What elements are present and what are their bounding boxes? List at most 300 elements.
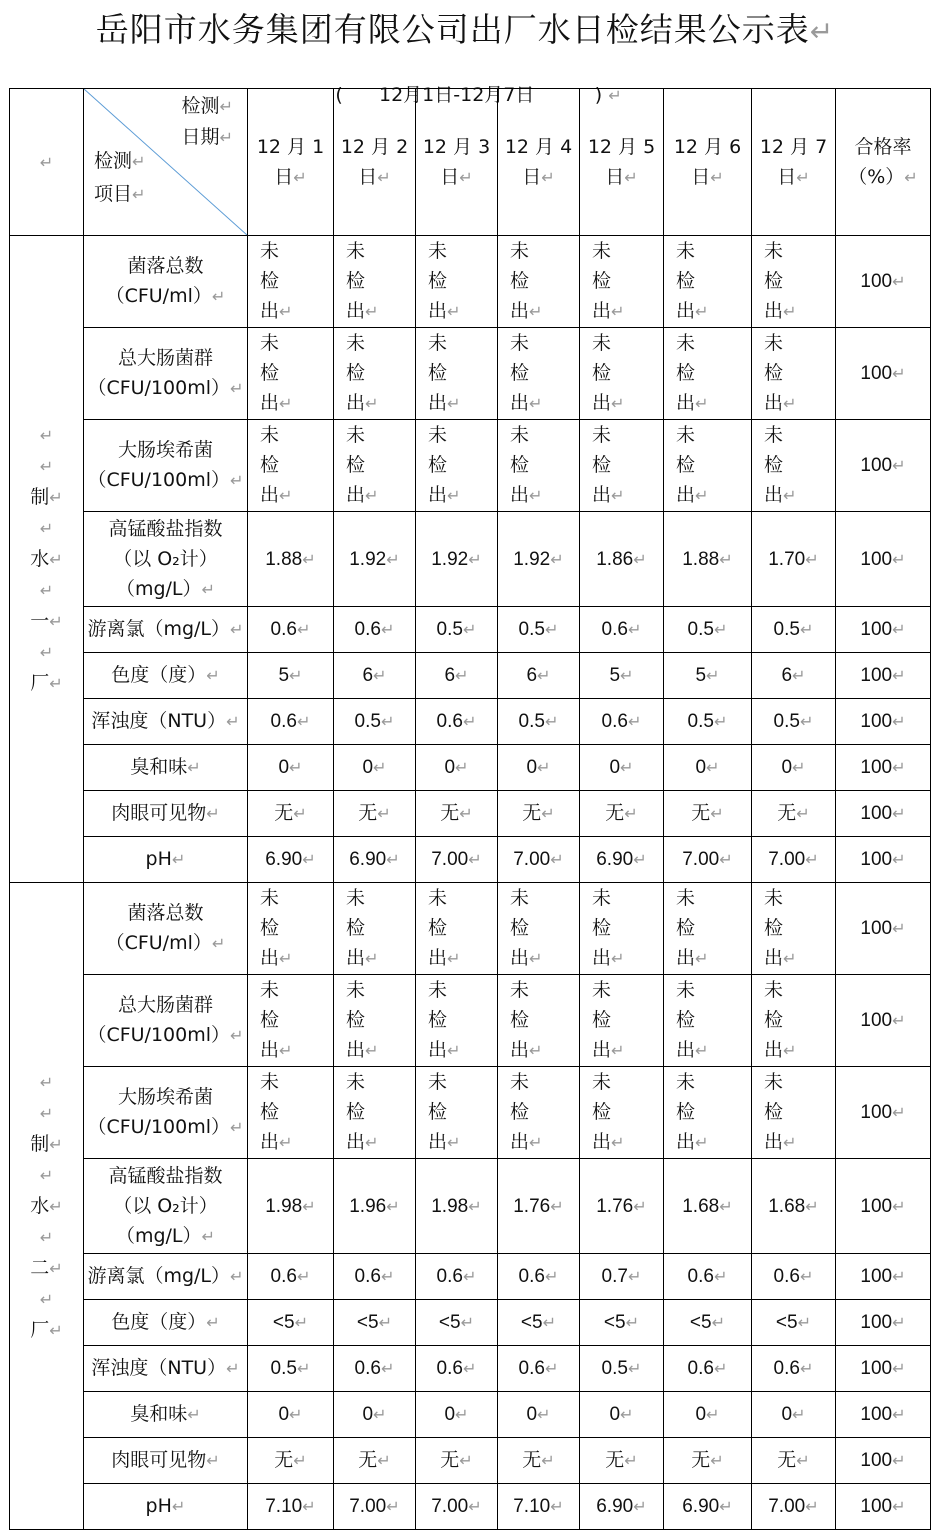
value-text: 未检 出↵ (592, 424, 625, 506)
rate-value: 100 (860, 1358, 893, 1379)
paragraph-mark-icon: ↵ (447, 1133, 461, 1152)
paragraph-mark-icon: ↵ (49, 487, 63, 507)
value-cell (334, 1300, 416, 1346)
rate-cell (836, 607, 931, 653)
not-detected-text (334, 420, 415, 511)
value-text: 0 (526, 757, 538, 778)
not-detected-text (752, 328, 835, 419)
value-text: 1.68 (768, 1195, 806, 1217)
value-text: 无 (777, 1450, 797, 1471)
paragraph-mark-icon: ↵ (39, 152, 54, 172)
paragraph-mark-icon: ↵ (455, 1405, 469, 1424)
value-text: 未检 出↵ (764, 424, 797, 506)
table-row (10, 1346, 931, 1392)
item-label-text: （CFU/ml） (105, 285, 212, 307)
value-cell (416, 607, 498, 653)
value-cell (580, 1346, 664, 1392)
value-text: 0 (278, 1404, 290, 1425)
paragraph-mark-icon: ↵ (904, 167, 918, 187)
value-text: 未检 出↵ (510, 240, 543, 322)
value-cell (416, 653, 498, 699)
value-text: 0 (278, 757, 290, 778)
value-cell (498, 328, 580, 420)
value-cell (498, 1346, 580, 1392)
table-row (10, 420, 931, 512)
not-detected-text (248, 1067, 333, 1158)
rate-cell (836, 699, 931, 745)
paragraph-mark-icon: ↵ (39, 1165, 54, 1185)
item-name-cell (84, 1159, 248, 1254)
value-text: 未检 出↵ (260, 240, 293, 322)
item-label-text: 高锰酸盐指数 (108, 1164, 223, 1187)
date-label: 12 月 6 (673, 135, 742, 158)
value-text: 无 (605, 1450, 625, 1471)
paragraph-mark-icon: ↵ (796, 1451, 810, 1470)
value-cell (498, 1484, 580, 1530)
paragraph-mark-icon: ↵ (627, 1267, 642, 1286)
value-text: 1.92 (513, 548, 551, 570)
not-detected-text (416, 420, 497, 511)
paragraph-mark-icon: ↵ (386, 1196, 400, 1216)
value-cell (334, 328, 416, 420)
paragraph-mark-icon: ↵ (279, 949, 293, 968)
paragraph-mark-icon: ↵ (892, 919, 906, 938)
not-detected-text (580, 883, 663, 974)
value-text: 6 (781, 665, 793, 686)
value-text: 7.00 (682, 849, 720, 870)
value-text: 0 (526, 1404, 538, 1425)
value-text: <5 (520, 1312, 543, 1333)
value-text: 6.90 (596, 849, 634, 870)
value-text: 6 (444, 665, 456, 686)
value-cell (664, 328, 752, 420)
paragraph-mark-icon: ↵ (809, 15, 835, 48)
item-name-cell (84, 607, 248, 653)
paragraph-mark-icon: ↵ (365, 486, 379, 505)
rate-cell (836, 791, 931, 837)
not-detected-text (498, 883, 579, 974)
value-cell (580, 883, 664, 975)
value-cell (334, 1159, 416, 1254)
table-row (10, 975, 931, 1067)
paragraph-mark-icon: ↵ (695, 302, 709, 321)
paragraph-mark-icon: ↵ (39, 642, 54, 662)
rate-cell (836, 1067, 931, 1159)
value-text: 0.5 (687, 619, 714, 640)
date-label: 12 月 7 (759, 135, 828, 158)
date-label: 日 (440, 165, 460, 188)
value-cell (752, 1438, 836, 1484)
rate-label: 合格率 (854, 135, 912, 158)
paragraph-mark-icon: ↵ (719, 1497, 733, 1516)
paragraph-mark-icon: ↵ (226, 1359, 240, 1378)
value-cell (248, 512, 334, 607)
paragraph-mark-icon: ↵ (462, 1359, 477, 1378)
paragraph-mark-icon: ↵ (211, 934, 226, 953)
value-text: 6.90 (682, 1496, 720, 1517)
not-detected-text (580, 328, 663, 419)
value-cell (498, 1392, 580, 1438)
paragraph-mark-icon: ↵ (230, 620, 244, 639)
value-text: 未检 出↵ (346, 240, 379, 322)
item-label-text: 大肠埃希菌 (117, 1086, 213, 1108)
paragraph-mark-icon: ↵ (537, 666, 551, 685)
value-text: 未检 出↵ (592, 979, 625, 1061)
value-text: 未检 出↵ (764, 887, 797, 969)
item-label-text: （以 O₂计） (113, 1194, 218, 1217)
value-text: 未检 出↵ (764, 332, 797, 414)
value-text: 无 (691, 803, 711, 824)
value-cell (498, 1254, 580, 1300)
value-cell (580, 1159, 664, 1254)
paragraph-mark-icon: ↵ (171, 1497, 186, 1516)
value-cell (416, 837, 498, 883)
value-cell (498, 791, 580, 837)
value-cell (664, 883, 752, 975)
value-cell (752, 1254, 836, 1300)
paragraph-mark-icon: ↵ (695, 394, 709, 413)
value-text: 1.76 (513, 1195, 551, 1217)
paragraph-mark-icon: ↵ (892, 1451, 906, 1470)
value-text: 0.6 (354, 619, 381, 640)
paragraph-mark-icon: ↵ (544, 1267, 559, 1286)
rate-cell (836, 420, 931, 512)
value-text: 6 (362, 665, 374, 686)
value-cell (664, 699, 752, 745)
table-row (10, 607, 931, 653)
value-cell (334, 1346, 416, 1392)
value-cell (334, 512, 416, 607)
value-cell (334, 1438, 416, 1484)
paragraph-mark-icon: ↵ (206, 666, 220, 685)
paragraph-mark-icon: ↵ (892, 712, 906, 731)
value-cell (248, 837, 334, 883)
value-text: 未检 出↵ (260, 979, 293, 1061)
value-text: 1.96 (349, 1195, 387, 1217)
paragraph-mark-icon: ↵ (386, 1497, 400, 1516)
paragraph-mark-icon: ↵ (459, 1451, 473, 1470)
paragraph-mark-icon: ↵ (289, 1405, 303, 1424)
value-text: <5 (438, 1312, 461, 1333)
paragraph-mark-icon: ↵ (230, 1026, 244, 1045)
value-cell (248, 1300, 334, 1346)
value-text: 1.92 (349, 548, 387, 570)
paragraph-mark-icon: ↵ (799, 620, 814, 639)
value-text: 未检 出↵ (764, 240, 797, 322)
value-cell (752, 420, 836, 512)
value-text: 7.00 (431, 849, 469, 870)
date-label: 12 月 2 (340, 135, 409, 158)
paragraph-mark-icon: ↵ (49, 1134, 63, 1154)
paragraph-mark-icon: ↵ (447, 1041, 461, 1060)
value-text: 未检 出↵ (346, 887, 379, 969)
table-row (10, 1300, 931, 1346)
item-label-text: 游离氯（mg/L） (87, 1265, 231, 1287)
value-text: 未检 出↵ (764, 1071, 797, 1153)
paragraph-mark-icon: ↵ (892, 850, 906, 869)
not-detected-text (334, 883, 415, 974)
value-cell (752, 1159, 836, 1254)
value-cell (664, 1300, 752, 1346)
value-cell (416, 512, 498, 607)
value-cell (752, 1392, 836, 1438)
value-cell (498, 883, 580, 975)
date-header-cell (498, 89, 580, 236)
value-text: 7.00 (513, 849, 551, 870)
corner-label-text: 检测 (181, 95, 220, 117)
item-name-cell (84, 512, 248, 607)
paragraph-mark-icon: ↵ (719, 549, 733, 569)
value-text: 未检 出↵ (676, 424, 709, 506)
paragraph-mark-icon: ↵ (797, 1313, 812, 1332)
paragraph-mark-icon: ↵ (892, 1103, 906, 1122)
paragraph-mark-icon: ↵ (627, 1359, 642, 1378)
rate-cell (836, 975, 931, 1067)
value-cell (752, 791, 836, 837)
item-label-text: 浑浊度（NTU） (91, 710, 227, 732)
paragraph-mark-icon: ↵ (296, 712, 311, 731)
value-cell (498, 512, 580, 607)
paragraph-mark-icon: ↵ (386, 549, 400, 569)
table-row (10, 883, 931, 975)
paragraph-mark-icon: ↵ (713, 1359, 728, 1378)
value-cell (334, 699, 416, 745)
value-text: 0 (781, 1404, 793, 1425)
header-row (10, 89, 931, 236)
item-label-text: 游离氯（mg/L） (87, 618, 231, 640)
value-cell (664, 653, 752, 699)
paragraph-mark-icon: ↵ (365, 394, 379, 413)
paragraph-mark-icon: ↵ (279, 1041, 293, 1060)
table-row (10, 1067, 931, 1159)
value-text: 0.5 (518, 711, 545, 732)
paragraph-mark-icon: ↵ (49, 1258, 63, 1278)
paragraph-mark-icon: ↵ (529, 394, 543, 413)
value-text: 0.6 (601, 619, 628, 640)
paragraph-mark-icon: ↵ (468, 1497, 482, 1516)
value-cell (664, 745, 752, 791)
value-cell (580, 236, 664, 328)
rate-value: 100 (860, 1496, 893, 1517)
paragraph-mark-icon: ↵ (293, 804, 307, 823)
not-detected-text (498, 420, 579, 511)
value-cell (416, 883, 498, 975)
rate-value: 100 (860, 455, 893, 476)
value-text: <5 (356, 1312, 379, 1333)
table-row (10, 328, 931, 420)
paragraph-mark-icon: ↵ (447, 486, 461, 505)
paragraph-mark-icon: ↵ (624, 167, 638, 187)
item-label-text: （CFU/100ml） (87, 469, 231, 491)
value-cell (752, 328, 836, 420)
rate-cell (836, 1346, 931, 1392)
value-text: 未检 出↵ (428, 424, 461, 506)
paragraph-mark-icon: ↵ (468, 549, 482, 569)
paragraph-mark-icon: ↵ (279, 486, 293, 505)
paragraph-mark-icon: ↵ (611, 1133, 625, 1152)
date-header-cell (580, 89, 664, 236)
value-cell (752, 699, 836, 745)
not-detected-text (416, 975, 497, 1066)
paragraph-mark-icon: ↵ (799, 1267, 814, 1286)
value-cell (664, 607, 752, 653)
item-label-text: （mg/L） (115, 1224, 202, 1247)
value-cell (580, 837, 664, 883)
value-text: 0 (695, 757, 707, 778)
value-text: 0 (781, 757, 793, 778)
not-detected-text (664, 328, 751, 419)
not-detected-text (498, 328, 579, 419)
value-cell (334, 420, 416, 512)
item-name-cell (84, 653, 248, 699)
value-cell (580, 791, 664, 837)
value-cell (248, 1067, 334, 1159)
value-cell (580, 1438, 664, 1484)
table-row (10, 1438, 931, 1484)
item-label-text: 总大肠菌群 (117, 994, 213, 1016)
paragraph-mark-icon: ↵ (799, 712, 814, 731)
paragraph-mark-icon: ↵ (293, 1451, 307, 1470)
value-cell (580, 512, 664, 607)
rate-header-cell (836, 89, 931, 236)
value-text: 0 (362, 1404, 374, 1425)
paragraph-mark-icon: ↵ (279, 302, 293, 321)
paragraph-mark-icon: ↵ (805, 1497, 819, 1516)
plant-name-char: 厂 (30, 1318, 50, 1341)
value-text: 0.6 (354, 1358, 381, 1379)
not-detected-text (498, 1067, 579, 1158)
value-cell (416, 1392, 498, 1438)
date-label: 日 (691, 165, 711, 188)
value-cell (334, 745, 416, 791)
rate-cell (836, 236, 931, 328)
paragraph-mark-icon: ↵ (544, 712, 559, 731)
value-text: 0.5 (436, 619, 463, 640)
value-cell (752, 1300, 836, 1346)
date-range: ( 12月1日-12月7日 ) ↵ (335, 84, 622, 106)
value-cell (580, 1392, 664, 1438)
paragraph-mark-icon: ↵ (783, 394, 797, 413)
value-text: 未检 出↵ (676, 887, 709, 969)
item-label-text: （以 O₂计） (113, 547, 218, 570)
paragraph-mark-icon: ↵ (39, 1072, 54, 1092)
value-text: 0.5 (601, 1358, 628, 1379)
value-cell (248, 607, 334, 653)
value-cell (416, 1438, 498, 1484)
item-label-text: pH (145, 1495, 172, 1517)
page-title: 岳阳市水务集团有限公司出厂水日检结果公示表↵ (95, 10, 835, 49)
value-text: 0 (362, 757, 374, 778)
value-text: 未检 出↵ (346, 1071, 379, 1153)
value-cell (752, 745, 836, 791)
paragraph-mark-icon: ↵ (380, 620, 395, 639)
value-text: 0 (444, 757, 456, 778)
paragraph-mark-icon: ↵ (219, 97, 233, 116)
item-name-cell (84, 699, 248, 745)
paragraph-mark-icon: ↵ (792, 1405, 806, 1424)
item-label-text: （CFU/100ml） (87, 377, 231, 399)
plant-name-char: 水 (30, 1194, 50, 1217)
rate-value: 100 (860, 918, 893, 939)
value-cell (416, 1067, 498, 1159)
paragraph-mark-icon: ↵ (892, 758, 906, 777)
value-text: 0.6 (518, 1358, 545, 1379)
value-text: 6.90 (349, 849, 387, 870)
item-name-cell (84, 1300, 248, 1346)
value-cell (334, 837, 416, 883)
not-detected-text (248, 328, 333, 419)
paragraph-mark-icon: ↵ (206, 1451, 220, 1470)
value-cell (416, 1346, 498, 1392)
paragraph-mark-icon: ↵ (380, 1267, 395, 1286)
item-label-text: 色度（度） (111, 1311, 207, 1333)
paragraph-mark-icon: ↵ (611, 949, 625, 968)
rate-cell (836, 837, 931, 883)
not-detected-text (334, 328, 415, 419)
value-text: 0.5 (354, 711, 381, 732)
table-row (10, 236, 931, 328)
not-detected-text (248, 420, 333, 511)
paragraph-mark-icon: ↵ (892, 1359, 906, 1378)
date-label: 12 月 3 (422, 135, 491, 158)
paragraph-mark-icon: ↵ (892, 1405, 906, 1424)
paragraph-mark-icon: ↵ (447, 949, 461, 968)
paragraph-mark-icon: ↵ (783, 1041, 797, 1060)
paragraph-mark-icon: ↵ (633, 1497, 647, 1516)
value-text: 5 (609, 665, 621, 686)
item-label-text: 臭和味 (130, 756, 188, 778)
paragraph-mark-icon: ↵ (302, 850, 316, 869)
paragraph-mark-icon: ↵ (302, 1497, 316, 1516)
paragraph-mark-icon: ↵ (529, 1133, 543, 1152)
value-cell (248, 328, 334, 420)
value-text: 无 (777, 803, 797, 824)
value-cell (498, 1067, 580, 1159)
value-text: 0.6 (436, 711, 463, 732)
paragraph-mark-icon: ↵ (279, 394, 293, 413)
rate-cell (836, 883, 931, 975)
paragraph-mark-icon: ↵ (633, 1196, 647, 1216)
item-label-text: （CFU/100ml） (87, 1024, 231, 1046)
plant-name-char: 制 (30, 1132, 50, 1155)
results-table (9, 88, 931, 1530)
paragraph-mark-icon: ↵ (542, 1313, 557, 1332)
rate-value: 100 (860, 271, 893, 292)
value-cell (248, 653, 334, 699)
rate-value: 100 (860, 1266, 893, 1287)
header-corner-cell (84, 89, 248, 236)
value-text: 0 (444, 1404, 456, 1425)
item-label-text: 肉眼可见物 (111, 1449, 207, 1471)
paragraph-mark-icon: ↵ (365, 949, 379, 968)
paragraph-mark-icon: ↵ (805, 850, 819, 869)
rate-value: 100 (860, 548, 893, 570)
paragraph-mark-icon: ↵ (695, 1041, 709, 1060)
paragraph-mark-icon: ↵ (892, 456, 906, 475)
paragraph-mark-icon: ↵ (805, 1196, 819, 1216)
paragraph-mark-icon: ↵ (468, 850, 482, 869)
value-cell (334, 236, 416, 328)
paragraph-mark-icon: ↵ (627, 712, 642, 731)
value-text: 未检 出↵ (592, 332, 625, 414)
paragraph-mark-icon: ↵ (550, 549, 564, 569)
paragraph-mark-icon: ↵ (892, 1196, 906, 1216)
value-cell (580, 745, 664, 791)
paragraph-mark-icon: ↵ (783, 1133, 797, 1152)
paragraph-mark-icon: ↵ (624, 1451, 638, 1470)
item-label-text: 菌落总数 (127, 255, 204, 277)
item-label-text: 大肠埃希菌 (117, 439, 213, 461)
